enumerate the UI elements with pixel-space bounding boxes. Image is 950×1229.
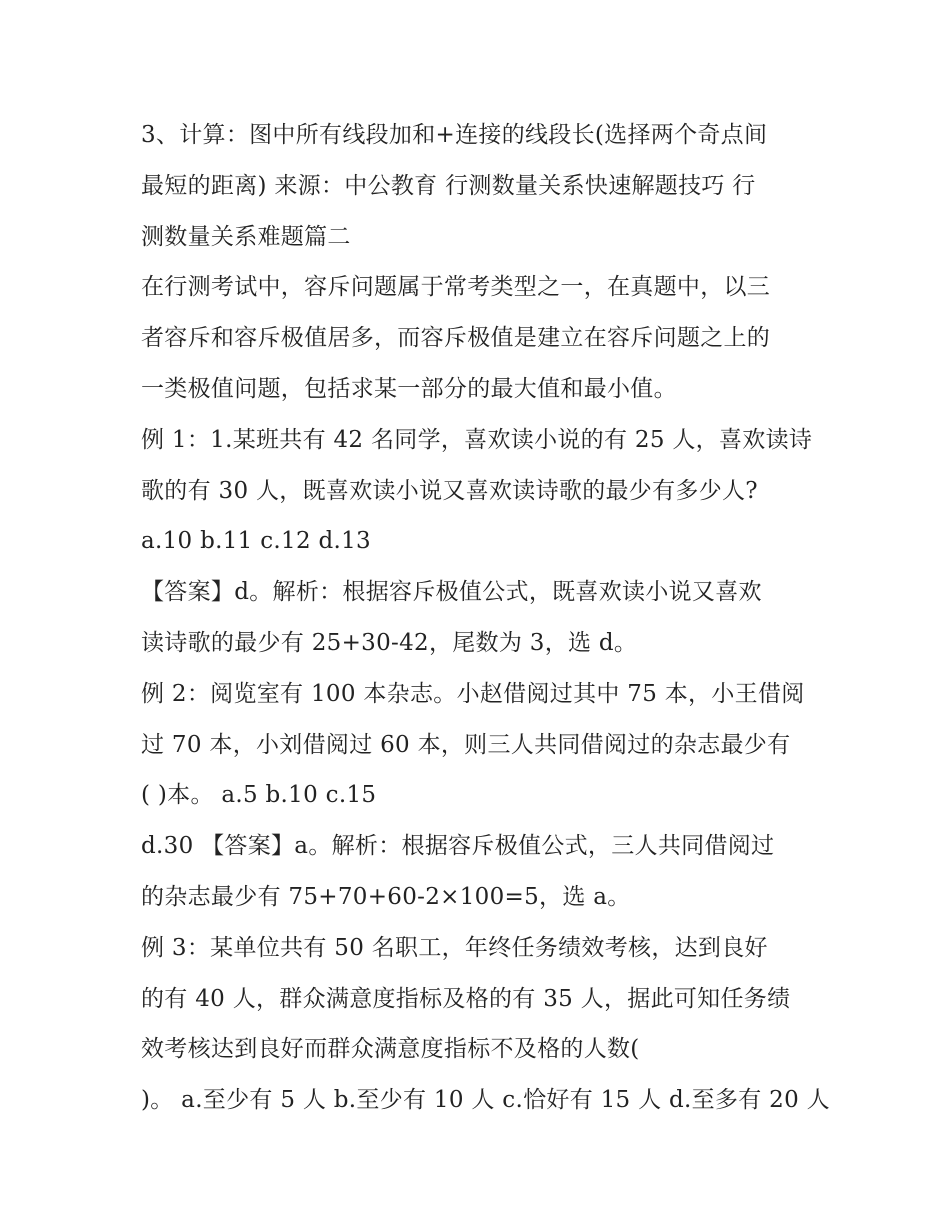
text-line: a.10 b.11 c.12 d.13 [141, 528, 371, 555]
text-line: 最短的距离) 来源：中公教育 行测数量关系快速解题技巧 行 [141, 172, 756, 199]
text-line: 者容斥和容斥极值居多，而容斥极值是建立在容斥问题之上的 [141, 325, 771, 352]
text-line: 3、计算：图中所有线段加和+连接的线段长(选择两个奇点间 [141, 122, 768, 148]
text-line: 【答案】d。解析：根据容斥极值公式，既喜欢读小说又喜欢 [141, 579, 762, 606]
text-line: ( )本。 a.5 b.10 c.15 [141, 782, 377, 809]
text-line: )。 a.至少有 5 人 b.至少有 10 人 c.恰好有 15 人 d.至多有 20 人 [141, 1087, 830, 1114]
text-line: 效考核达到良好而群众满意度指标不及格的人数( [141, 1036, 640, 1063]
text-line: 例 2：阅览室有 100 本杂志。小赵借阅过其中 75 本，小王借阅 [141, 680, 805, 707]
text-line: 例 1：1.某班共有 42 名同学，喜欢读小说的有 25 人，喜欢读诗 [141, 426, 813, 453]
text-line: 的杂志最少有 75+70+60-2×100=5，选 a。 [141, 883, 631, 910]
text-line: 测数量关系难题篇二 [141, 223, 351, 250]
text-line: 读诗歌的最少有 25+30-42，尾数为 3，选 d。 [141, 629, 638, 656]
text-line: 例 3：某单位共有 50 名职工，年终任务绩效考核，达到良好 [141, 934, 768, 961]
text-line: 一类极值问题，包括求某一部分的最大值和最小值。 [141, 375, 677, 402]
text-line: d.30 【答案】a。解析：根据容斥极值公式，三人共同借阅过 [141, 833, 775, 860]
text-line: 的有 40 人，群众满意度指标及格的有 35 人，据此可知任务绩 [141, 985, 791, 1012]
text-line: 过 70 本，小刘借阅过 60 本，则三人共同借阅过的杂志最少有 [141, 731, 791, 758]
text-line: 在行测考试中，容斥问题属于常考类型之一，在真题中，以三 [141, 274, 771, 301]
text-line: 歌的有 30 人，既喜欢读小说又喜欢读诗歌的最少有多少人? [141, 477, 758, 504]
document-body [141, 110, 830, 1126]
